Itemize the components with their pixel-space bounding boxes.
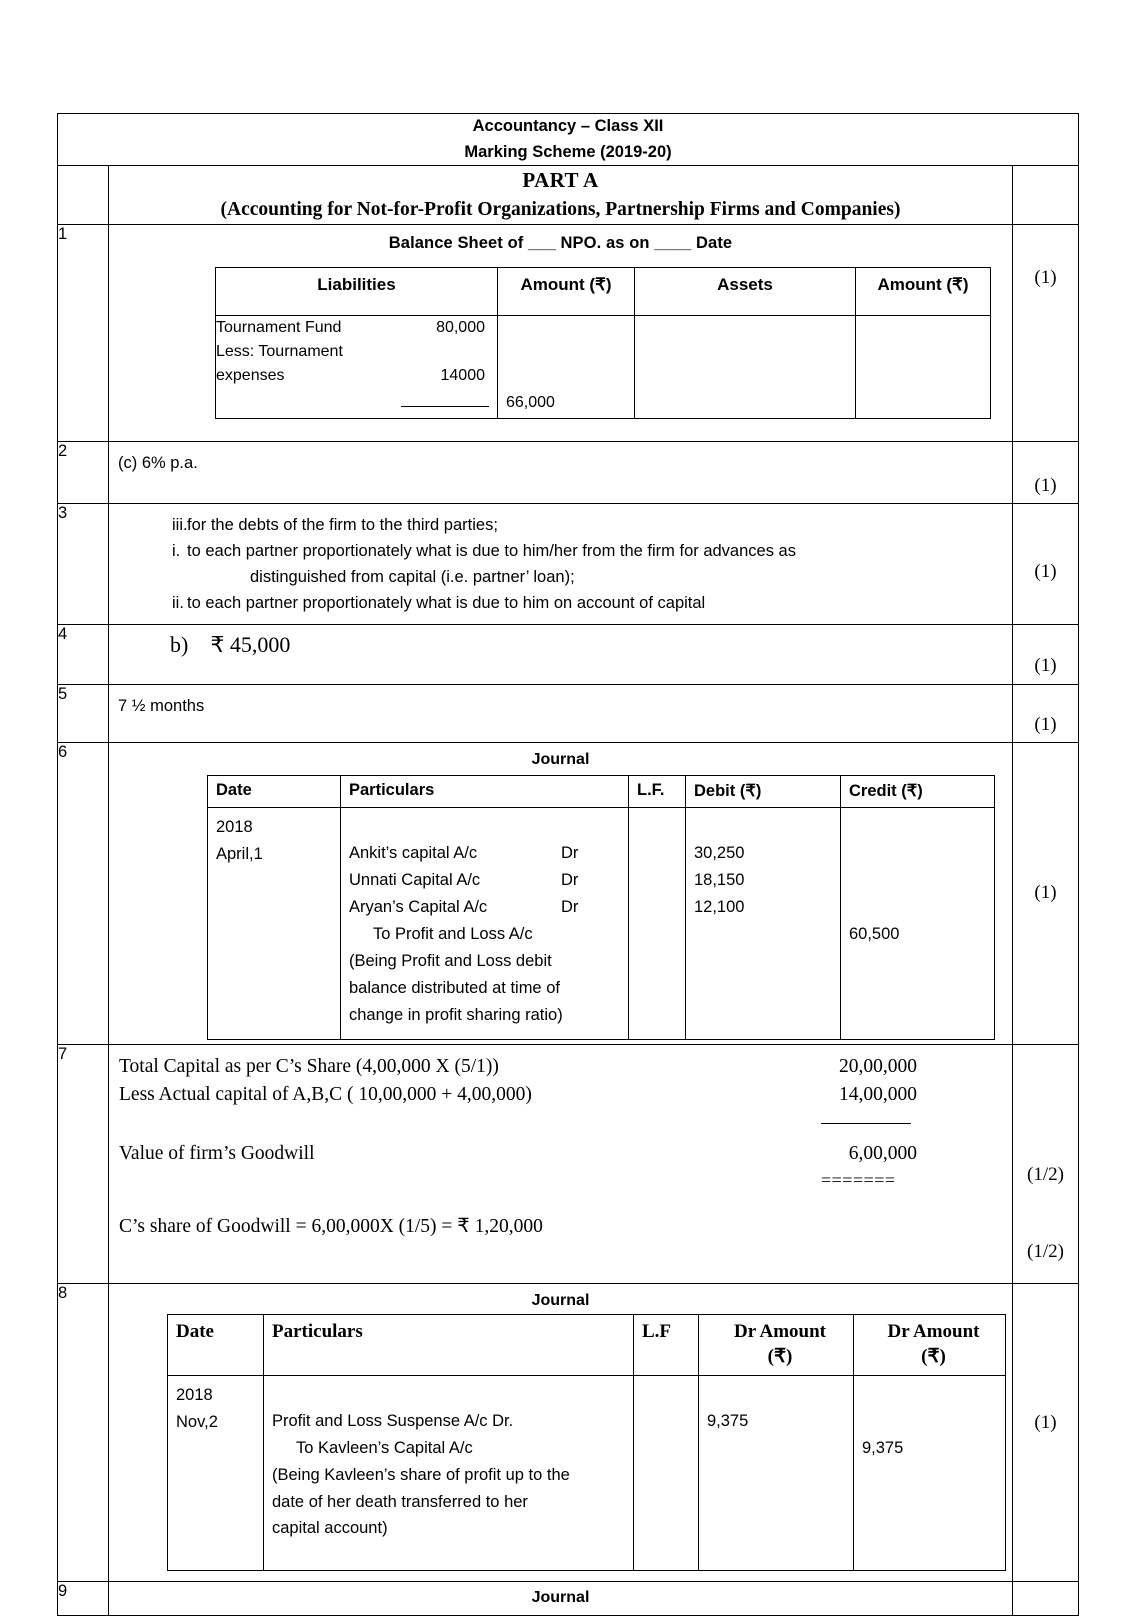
marks-value-2: (1) [1034,474,1057,496]
q8-dr-label: Dr Amount [733,1321,827,1343]
bs-line-amount: 80,000 [436,318,485,336]
balance-sheet-header-row [216,267,991,315]
marks-value-6: (1) [1034,881,1057,903]
bs-line-amount [485,340,497,364]
q6-narration-line: (Being Profit and Loss debit [349,952,552,971]
q7-line-text: Total Capital as per C’s Share (4,00,000 X (5/1)) [119,1056,499,1078]
marks-value-7-bottom: (1/2) [1027,1241,1064,1263]
q8-journal-table [167,1314,1006,1571]
part-a-row [58,166,1079,225]
question-body-8 [109,1284,1013,1582]
q3-item-marker: ii. [172,593,184,612]
question-body-3 [109,503,1013,624]
q7-line-value: 14,00,000 [839,1084,917,1106]
question-number-5: 5 [58,684,109,742]
q8-narration-line: (Being Kavleen’s share of profit up to the [272,1465,570,1484]
q6-debit-amount: 30,250 [694,843,745,862]
question-number-2: 2 [58,441,109,503]
q6-entry-account: Unnati Capital A/c [349,870,481,889]
q6-journal-header-row [208,775,995,807]
q8-col-date: Date [168,1315,264,1376]
q3-list-item [109,538,1012,564]
question-row-9 [58,1582,1079,1616]
q8-debit-cell [699,1376,854,1571]
marks-cell-9 [1013,1582,1079,1616]
balance-sheet-table [215,267,991,419]
doc-title-line1: Accountancy – Class XII [472,117,664,135]
bs-col-liabilities: Liabilities [216,267,498,315]
q7-line-text: Value of firm’s Goodwill [119,1142,315,1164]
question-number-8: 8 [58,1284,109,1582]
q3-item-marker: iii. [172,515,188,534]
marks-cell-1 [1013,224,1079,441]
q8-credit-cell [854,1376,1006,1571]
q7-line-text: Less Actual capital of A,B,C ( 10,00,000 + 4,00,000) [119,1084,532,1106]
question-body-7 [109,1045,1013,1284]
q4-value: ₹ 45,000 [210,631,291,657]
q7-line [109,1140,1012,1168]
q6-lf-cell [629,807,686,1039]
q4-answer [109,625,1012,684]
q7-line-value: 6,00,000 [848,1142,917,1164]
question-number-3: 3 [58,503,109,624]
q6-journal-entry-row [208,807,995,1039]
q3-item-text: to each partner proportionately what is due to him/her from the firm for advances as [187,541,796,560]
q8-journal-entry-row [168,1376,1006,1571]
q6-entry-line [349,894,628,921]
question-row-1 [58,224,1079,441]
part-a-title: PART A [522,168,599,193]
marks-value-3: (1) [1034,560,1057,582]
q8-journal-wrap [109,1310,1012,1581]
q6-col-lf: L.F. [629,775,686,807]
q6-entry-account: Aryan’s Capital A/c [349,897,488,916]
bs-line-item [216,364,497,388]
q6-date-day: April,1 [216,844,263,863]
bs-line-label: expenses [216,367,285,385]
question-row-6 [58,742,1079,1044]
q6-col-particulars: Particulars [341,775,629,807]
q6-debit-amount: 18,150 [694,870,745,889]
q9-journal-title: Journal [531,1589,590,1607]
balance-sheet-wrap [109,253,1012,441]
q6-date-cell [208,807,341,1039]
q8-dr-label: Dr Amount [887,1321,980,1343]
part-a-num-cell [58,166,109,225]
bs-line-item [216,316,497,340]
q8-col-dr-amount-1 [699,1315,854,1376]
part-a-mark-cell [1013,166,1079,225]
q8-journal-title: Journal [531,1292,590,1310]
marking-scheme-table [57,113,1079,1616]
q6-entry-line [349,840,628,867]
q8-col-particulars: Particulars [264,1315,634,1376]
bs-total-amount: 66,000 [506,393,555,411]
question-row-7 [58,1045,1079,1284]
q5-answer-text: 7 ½ months [118,696,205,715]
question-number-9: 9 [58,1582,109,1616]
bs-liabilities-cell [216,315,498,418]
question-body-2 [109,441,1013,503]
q7-workings [109,1045,1012,1283]
q8-credit-amount: 9,375 [862,1439,904,1458]
q6-narration-line: change in profit sharing ratio) [349,1006,563,1025]
bs-col-assets: Assets [635,267,856,315]
q8-date-year: 2018 [176,1386,213,1405]
part-a-cell [109,166,1013,225]
question-body-4 [109,624,1013,684]
q6-journal-table [207,775,995,1040]
q3-list-item [109,512,1012,538]
q6-entry-account: Ankit’s capital A/c [349,843,478,862]
q8-narration-line: capital account) [272,1519,388,1538]
q8-lf-cell [634,1376,699,1571]
question-row-4 [58,624,1079,684]
q6-entry-dr: Dr [561,870,579,889]
bs-subtotal-rule [401,406,489,407]
q6-col-debit: Debit (₹) [686,775,841,807]
q6-journal-title: Journal [531,750,590,768]
q7-line [109,1081,1012,1109]
q8-date-cell [168,1376,264,1571]
q8-dr-currency: (₹) [921,1346,946,1368]
question-number-1: 1 [58,224,109,441]
q6-entry-dr: Dr [561,843,579,862]
q3-item-marker: i. [172,541,181,560]
q6-credit-line: To Profit and Loss A/c [373,925,533,944]
q7-final-line: C’s share of Goodwill = 6,00,000X (1/5) = ₹ 1,20,000 [119,1216,543,1237]
q6-credit-amount: 60,500 [849,924,900,943]
q6-col-date: Date [208,775,341,807]
marks-cell-4 [1013,624,1079,684]
q6-col-credit: Credit (₹) [841,775,995,807]
q3-item-continuation: distinguished from capital (i.e. partner’ loan); [250,567,575,586]
q8-journal-header-row [168,1315,1006,1376]
q6-journal-wrap [109,769,1012,1044]
question-number-4: 4 [58,624,109,684]
marks-value-1: (1) [1034,266,1057,288]
question-body-1 [109,224,1013,441]
q6-entry-dr: Dr [561,897,579,916]
bs-amount-left-cell [498,315,635,418]
q8-date-day: Nov,2 [176,1413,218,1432]
q6-date-year: 2018 [216,817,253,836]
q6-credit-cell [841,807,995,1039]
q8-col-dr-amount-2 [854,1315,1006,1376]
q8-dr-currency: (₹) [767,1346,793,1368]
bs-line-amount: 14000 [440,367,485,385]
q6-narration-line: balance distributed at time of [349,979,560,998]
q8-credit-line: To Kavleen’s Capital A/c [296,1439,473,1458]
marks-cell-7 [1013,1045,1079,1284]
document-header-row [58,114,1079,166]
question-row-2 [58,441,1079,503]
q2-answer-text: (c) 6% p.a. [118,453,198,472]
question-row-8 [58,1284,1079,1582]
question-body-9 [109,1582,1013,1616]
bs-col-amount-right: Amount (₹) [856,267,991,315]
q7-subtotal-rule [821,1123,911,1124]
question-row-5 [58,684,1079,742]
question-row-3 [58,503,1079,624]
document-header [58,114,1079,166]
q7-double-rule: ======= [821,1170,896,1191]
q8-particulars-cell [264,1376,634,1571]
q8-narration-line: date of her death transferred to her [272,1492,528,1511]
question-number-7: 7 [58,1045,109,1284]
marks-value-4: (1) [1034,654,1057,676]
q3-item-text: for the debts of the firm to the third parties; [187,515,498,534]
bs-assets-cell [635,315,856,418]
q6-entry-line [349,867,628,894]
question-body-5 [109,684,1013,742]
marks-cell-6 [1013,742,1079,1044]
marks-value-7-top: (1/2) [1027,1164,1064,1186]
question-number-6: 6 [58,742,109,1044]
bs-line-label: Tournament Fund [216,318,342,336]
question-body-6 [109,742,1013,1044]
bs-line-label: Less: Tournament [216,342,343,360]
marks-value-8: (1) [1034,1412,1057,1434]
bs-line-item [216,340,497,364]
balance-sheet-title: Balance Sheet of ___ NPO. as on ____ Date [388,233,733,252]
q6-particulars-cell [341,807,629,1039]
q4-option-label: b) [170,631,189,657]
balance-sheet-body-row [216,315,991,418]
q8-col-lf: L.F [634,1315,699,1376]
doc-title-line2: Marking Scheme (2019-20) [464,142,672,161]
q7-line [109,1053,1012,1081]
q6-debit-cell [686,807,841,1039]
marks-cell-2 [1013,441,1079,503]
marks-cell-3 [1013,503,1079,624]
q8-debit-line: Profit and Loss Suspense A/c Dr. [272,1412,514,1431]
marks-cell-5 [1013,684,1079,742]
marks-value-5: (1) [1034,713,1057,735]
q3-item-text: to each partner proportionately what is due to him on account of capital [187,593,706,612]
bs-amount-right-cell [856,315,991,418]
bs-col-amount-left: Amount (₹) [498,267,635,315]
marks-cell-8 [1013,1284,1079,1582]
q6-debit-amount: 12,100 [694,897,745,916]
q8-debit-amount: 9,375 [707,1412,749,1431]
q3-list [109,504,1012,624]
part-a-subtitle: (Accounting for Not-for-Profit Organizations, Partnership Firms and Companies) [220,198,901,220]
q7-line-value: 20,00,000 [839,1056,917,1078]
q3-list-item [109,590,1012,616]
